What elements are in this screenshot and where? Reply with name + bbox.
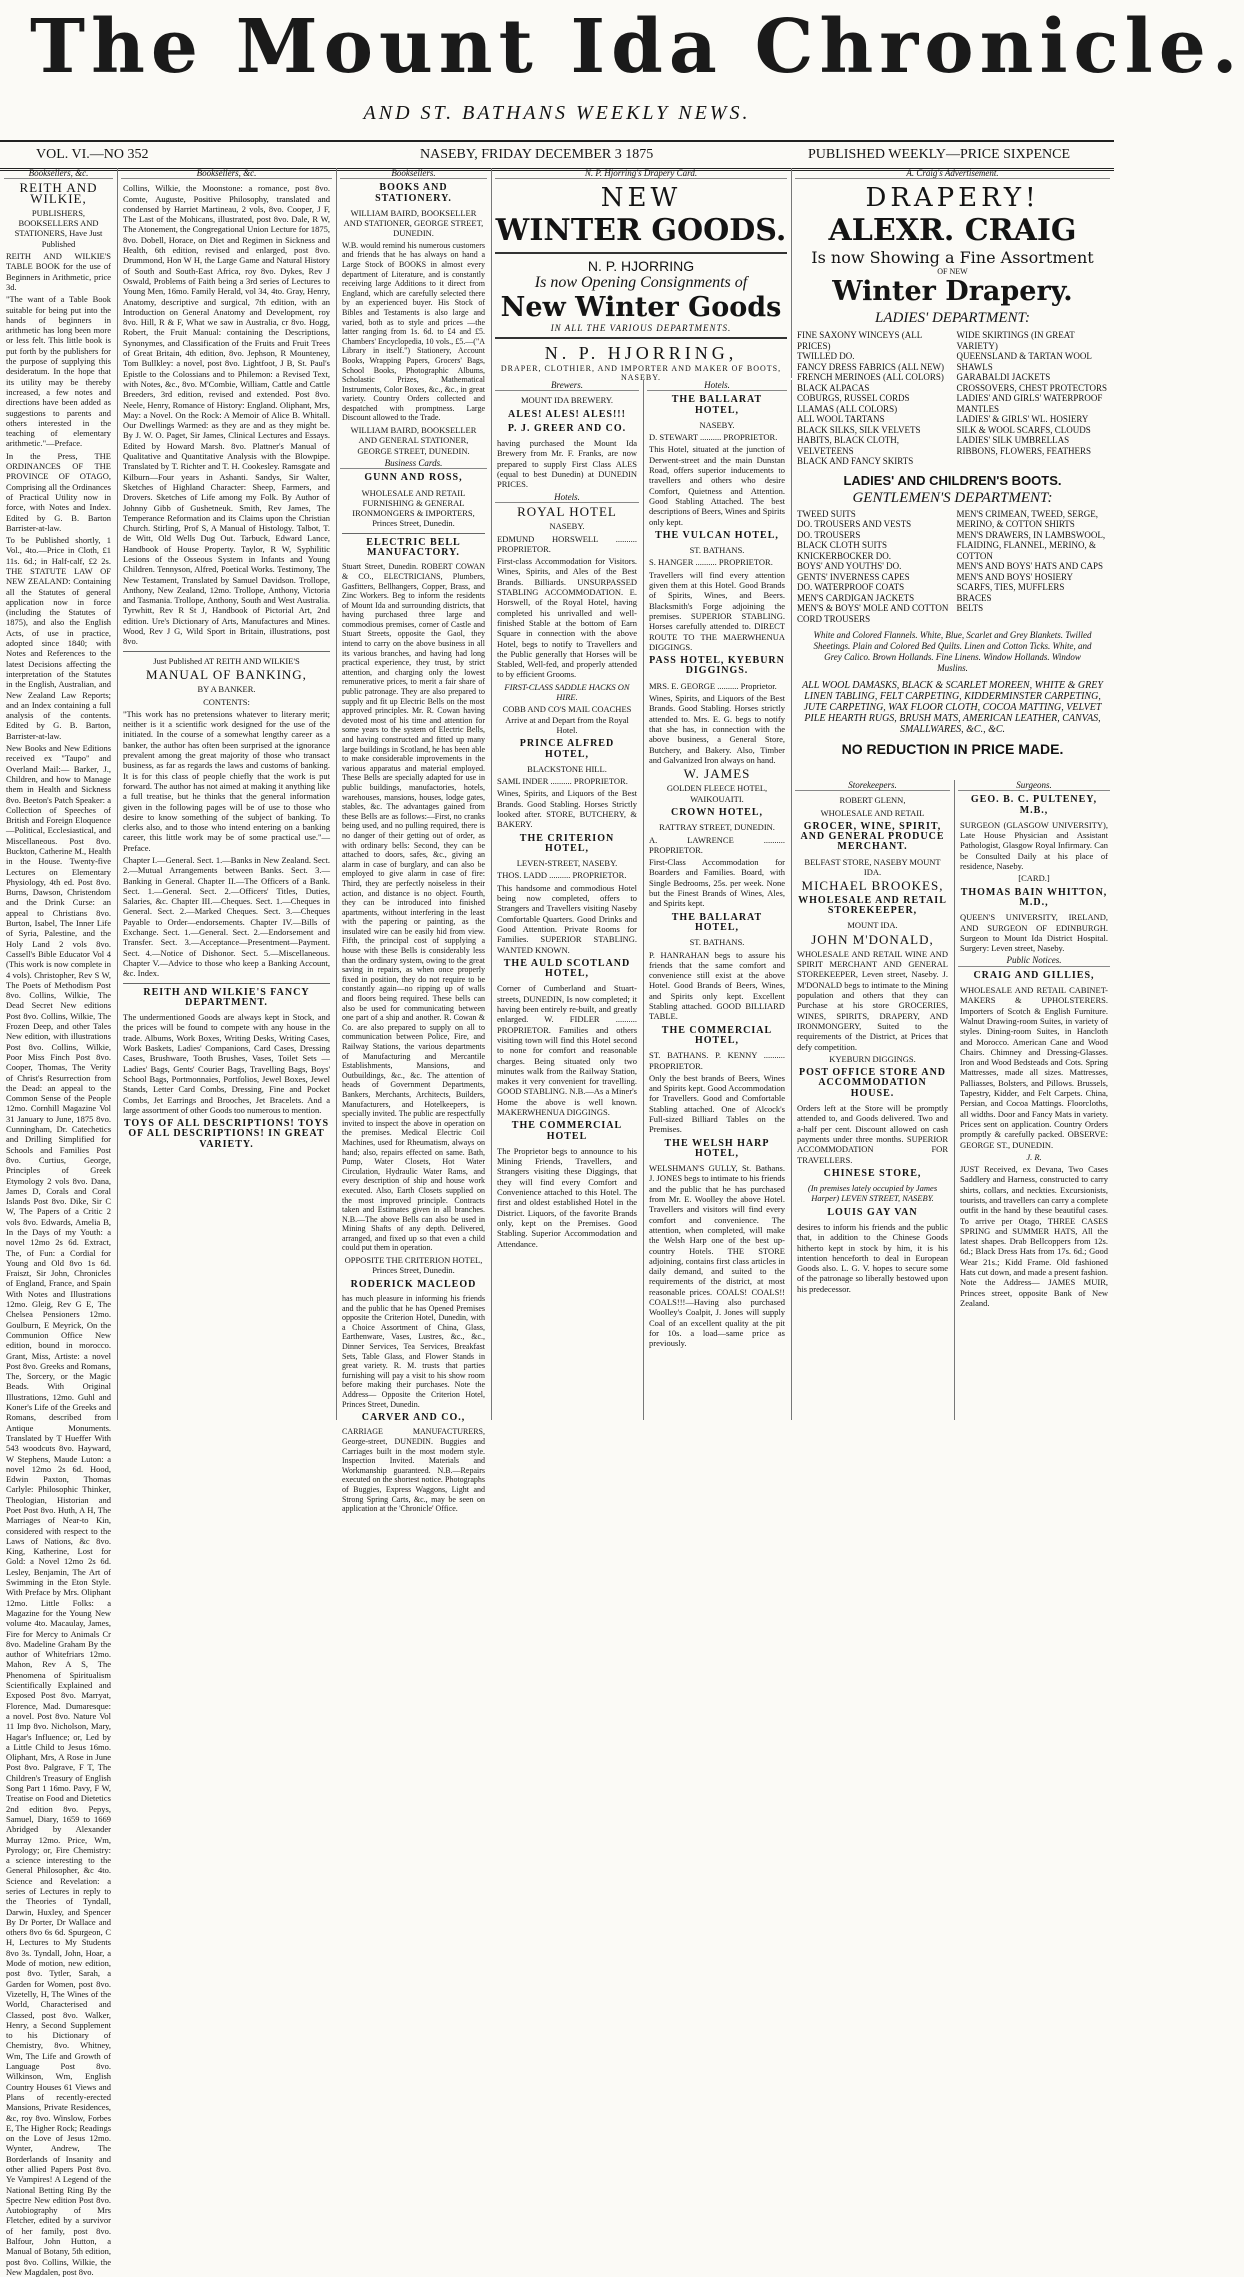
hotel-location: ST. BATHANS. (689, 937, 745, 948)
advert-paragraph: has much pleasure in informing his friends and the public that he has Opened Premises opposite the Criterion Hotel, Dunedin, with a Choice Assortment of China, Glass, Earthenware, Vases, Lustres, &c., &c., Dinner Services, Tea Services, Breakfast Sets, Table Glass, and Flower Stands in great variety. R. M. trusts that parties furnishing will pay a visit to his show room before making their purchases. Note the Address— Opposite the Criterion Hotel, Princes Street, Dunedin. (342, 1293, 485, 1409)
store-location: BELFAST STORE, NASEBY MOUNT IDA. (804, 856, 941, 878)
list-item: LADIES' AND GIRLS' WATERPROOF MANTLES (956, 393, 1103, 414)
hotel-name: THE COMMERCIAL HOTEL, (661, 1024, 773, 1046)
column-header: Public Notices. (958, 955, 1110, 966)
ladies-list-left (797, 330, 949, 467)
gents-list (791, 509, 1114, 625)
advert-header: A. Craig's Advertisement. (795, 168, 1110, 179)
banking-title: MANUAL OF BANKING, (146, 666, 307, 682)
column-booksellers-1 (0, 168, 118, 2277)
proprietor-line: D. STEWART .......... PROPRIETOR. (649, 432, 778, 443)
newspaper-subtitle: AND ST. BATHANS WEEKLY NEWS. (363, 102, 751, 124)
advert-header: N. P. Hjorring's Drapery Card. (495, 168, 787, 179)
list-item: SILK & WOOL SCARFS, CLOUDS (956, 424, 1091, 435)
initials: J. R. (1026, 1151, 1042, 1162)
list-item: MEN'S CARDIGAN JACKETS (797, 592, 915, 603)
store-owner: ROBERT GLENN, (839, 795, 906, 806)
craig-advert (791, 168, 1114, 778)
list-item: FANCY DRESS FABRICS (ALL NEW) (797, 361, 945, 372)
advert-paragraph: WHOLESALE AND RETAIL WINE AND SPIRIT MERCHANT AND GENERAL STOREKEEPER, Leven street, Naseby. J. M'DONALD begs to intimate to the Mining population and others that they can Purchase at his store GROCERIES, WINES, SPIRITS, DRAPERY, AND IRONMONGERY, Suited to the requirements of the District, at Prices that defy competition. (797, 948, 948, 1052)
list-item: SCARFS, TIES, MUFFLERS (956, 582, 1065, 592)
hjorring-advert (491, 168, 792, 382)
column-header: Booksellers, &c. (4, 168, 113, 179)
hjorring-trades: DRAPER, CLOTHIER, AND IMPORTER AND MAKER OF BOOTS, NASEBY. (500, 364, 782, 382)
of-new-line: OF NEW (937, 267, 968, 276)
hotel-location: LEVEN-STREET, NASEBY. (516, 858, 618, 869)
list-item: BLACK ALPACAS (797, 382, 870, 393)
hotel-location: RATTRAY STREET, DUNEDIN. (659, 822, 775, 833)
store-title: POST OFFICE STORE AND ACCOMMODATION HOUSE. (798, 1067, 947, 1099)
hotel-name: PASS HOTEL, KYEBURN DIGGINGS. (649, 655, 785, 677)
store-title: GROCER, WINE, SPIRIT, AND GENERAL PRODUCE MERCHANT. (800, 820, 945, 853)
hotel-name: CROWN HOTEL, (670, 806, 763, 818)
advert-paragraph: Wines, Spirits, and Liquors of the Best Brands. Good Stabling. Horses strictly attended to. Mrs. E. G. begs to notify that she has, in connection with the above business, a General Store, Butchery, and Bakery. Also, Timber and Galvanized Iron always on hand. (649, 693, 785, 765)
column-header: Surgeons. (958, 780, 1110, 791)
advert-paragraph: "This work has no pretensions whatever to literary merit; neither is it a scientific work designed for the use of the initiated. In the course of a somewhat lengthy career as a banker, the author has often been surprised at the ignorance prevalent among the great majority of those who transact business, as far as regards the laws and customs of banking. It is for this class of people chiefly that the work is put forward. The author has not aimed at making it anything like a full treatise, but he thinks that the general information given in the following pages will be of use to those who desire to know something of the subject of banking. To clerks also, and to those who intend entering on a banking career, this little work may be of some practical use."—Preface. (123, 708, 330, 853)
column-hotels-1 (491, 380, 644, 1420)
advert-paragraph: First-class Accommodation for Visitors. Wines, Spirits, and Ales of the Best Brands. Billiards. UNSURPASSED STABLING ACCOMMODATION. E. Horswell, of the Royal Hotel, having completed his unrivalled and well-finished Stable at the bottom of Earn Square in connection with the above Hotel, begs to notify to Travellers and the Public generally that Horses will be Stabled, Well-fed, and properly attended to by efficient Grooms. (497, 556, 637, 680)
list-item: LADIES' & GIRLS' WL. HOSIERY (956, 414, 1089, 424)
brewery-name: MOUNT IDA BREWERY. (520, 395, 613, 406)
contents-list: Chapter I.—General. Sect. 1.—Banks in New Zealand. Sect. 2.—Mutual Arrangements between Banks. Sect. 3.—Banking in General. Chapter II.—The Officers of a Bank. Sect. 1.—General. Sect. 2.—Officers' Titles, Duties, Salaries, &c. Chapter III.—Cheques. Sect. 1.—Cheques in General. Sect. 2.—Marked Cheques. Sect. 3.—Cheques Payable to Order—endorsements. Chapter IV.—Bills of Exchange. Sect. 1.—General. Sect. 2.—Endorsement and Transfer. Sect. 3.—Acceptance—Presentment—Payment. Sect. 4.—Notice of Dishonor. Sect. 5.—Miscellaneous. Chapter V.—Advice to those who keep a Banking Account, &c. Index. (123, 855, 330, 979)
hotel-name: W. JAMES (683, 766, 751, 782)
card-label: [CARD.] (1018, 873, 1050, 884)
list-item: LADIES' SILK UMBRELLAS (956, 435, 1070, 445)
just-published: Just Published AT REITH AND WILKIE'S (153, 655, 300, 666)
book-list: New Books and New Editions received ex "Taupo" and Overland Mail:— Barker, J., Children, and how to Manage them in Health and Sickness 8vo. Beeton's Patch Speaker: a Collection of Speeches of British and Foreign Eloquence—Political, Ecclesiastical, and Miscellaneous. Post 8vo. Buckton, Catherine M., Health in the House. Twenty-five Lectures on Elementary Physiology, 4th ed. Post 8vo. Burns, Dawson, Christendom and the Drink Curse: an appeal to Christians 8vo. Burton, Isabel, The Inner Life of Syria, Palestine, and the Holy Land 2 vols 8vo. Cassell's Bible Educator Vol 4 (This work is now complete in 4 vols). Christopher, Rev S W, The Poets of Methodism Post 8vo. Collins, Wilkie, The Dead Secret New editions Post 8vo. Collins, Wilkie, The Frozen Deep, and other Tales New edition, with illustrations Post 8vo. Collins, Wilkie, Poor Miss Finch Post 8vo. Cooper, Thomas, The Verity of Christ's Resurrection from the Dead: an appeal to the Common Sense of the People 12mo. Cornhill Magazine Vol 31 January to June, 1875 8vo. Cunningham, Dr. Catechetics and Drilling Simplified for Schools and Families Post 8vo. Curtius, George, Principles of Greek Etymology 2 vols 8vo. Dana, James D, Corals and Coral Islands Post 8vo. Dike, Sir C W, The Papers of a Critic 2 vols 8vo. Edwards, Amelia B, In the Days of my Youth: a novel 12mo 2s 6d. Extract, The, of Fun: a Cordial for Young and Old 8vo 1s 6d. Fraiszt, Sir John, Chronicles of England, France, and Spain With Notes and Illustrations 12mo. Gleig, Rev G E, The Chelsea Pensioners 12mo. Goulburn, E Meyrick, On the Communion Office New edition, bound in morocco. Grant, Miss, Artiste: a novel Post 8vo. Greeks and Romans, The, Sorcery, or the Magic Beads. With Original Illustrations, 12mo. Guhl and Koner's Life of the Greeks and Romans, described from Antique Monuments. Translated by T Hueffer With 543 woodcuts 8vo. Hayward, W Stephens, Maude Luton: a novel 12mo 2s 6d. Hood, Edwin Paxton, Thomas Carlyle: Philosophic Thinker, Theologian, Historian and Poet Post 8vo. Huth, A H, The Marriages of Near-to Kin, considered with respect to the Laws of Nations, &c 8vo. King, Katherine, Lost for Gold: a Novel 12mo 2s 6d. Lesley, Benjamin, The Art of Swimming in the Eton Style. With Preface by Mrs. Oliphant 12mo. Little Folks: a Magazine for the Young New volume 4to. Macaulay, James, Fire for Mercy to Animals Cr 8vo. Madeline Graham By the author of Whitefriars 12mo. Mahon, Rev A S, The Phenomena of Spiritualism Scientifically Explained and Exposed Post 8vo. Marryat, Florence, Mad. Dumaresque: a novel. Post 8vo. Nature Vol 11 Imp 8vo. Nicholson, Mary, Hagar's Influence; or, Led by a Little Child to Jesus 16mo. Oliphant, Mrs, A Rose in June Post 8vo. Palgrave, F T, The Children's Treasury of English Song Part 1 16mo. Pavy, F W, Treatise on Food and Dietetics 2nd edition 8vo. Pepys, Samuel, Diary, 1659 to 1669 Abridged by Alexander Murray 12mo. Price, Wm, Pyrology; or, Fire Chemistry: a science interesting to the General Philosopher, &c 4to. Science and Revelation: a series of Lectures in reply to the Theories of Tyndall, Darwin, Huxley, and Spencer By Dr Porter, Dr Wallace and others 8vo 6s 6d. Spurgeon, C H, Lectures to My Students 8vo 3s. Tyndall, John, Hoar, a Mode of motion, new edition, post 8vo. Tytler, Sarah, a Garden for Women, post 8vo. Vizetelly, H, The Wines of the World, Characterised and Classed, post 8vo. Walker, Henry, a Second Supplement to his Dictionary of Chemistry, 8vo. Whitney, Wm, The Life and Growth of Language Post 8vo. Wilkinson, Wm, English Country Houses 61 Views and Plans of recently-erected Mansions, Private Residences, &c, roy 8vo. Winslow, Forbes E, The Higher Rock; Readings on the Love of Jesus 12mo. Wynter, Andrew, The Borderlands of Insanity and other allied Papers Post 8vo. Ye Vampires! A Legend of the National Betting Ring By the Spectre New edition Post 8vo. Autobiography of Mrs Fletcher, edited by a survivor of her family, post 8vo. Balfour, John Hutton, a Manual of Botany, 5th edition, post 8vo. Collins, Wilkie, the New Magdalen, post 8vo. (6, 743, 111, 2277)
ladies-list-right (957, 330, 1109, 467)
list-item: BOYS' AND YOUTHS' DO. (797, 561, 902, 571)
drapery-heading: DRAPERY! (865, 183, 1040, 213)
newspaper-title: The Mount Ida Chronicle. (30, 4, 1244, 90)
flannels-list: White and Colored Flannels. White, Blue, Scarlet and Grey Blankets. Twilled Sheetings. Plain and Colored Bed Quilts. Linen and Cotton Ticks. White, and Grey Calico. Brown Hollands. Fine Linens. Window Hollands. Window Muslins. (813, 630, 1092, 673)
volume-number: VOL. VI.—NO 352 (36, 147, 149, 162)
store-owner: MICHAEL BROOKES, (801, 878, 944, 894)
list-item: BLACK SILKS, SILK VELVETS (797, 424, 921, 435)
store-type: WHOLESALE AND RETAIL (820, 807, 925, 818)
advert-paragraph: QUEEN'S UNIVERSITY, IRELAND, AND SURGEON OF EDINBURGH. Surgeon to Mount Ida District Hospital. Surgery: Leven street, Naseby. (960, 912, 1108, 954)
ales-heading: ALES! ALES! ALES!!! (508, 408, 626, 420)
surgeon-name: THOMAS BAIN WHITTON, M.D., (960, 886, 1108, 908)
firm-name: REITH AND WILKIE, (19, 180, 98, 206)
column-booksellers-3 (336, 168, 492, 1514)
column-surgeons (954, 780, 1114, 1420)
list-item: ALL WOOL TARTANS (797, 414, 885, 424)
banking-author: BY A BANKER. (197, 684, 256, 695)
advert-title: P. J. GREER AND CO. (507, 422, 627, 434)
winter-goods-heading: WINTER GOODS. (495, 213, 787, 248)
list-item: CROSSOVERS, CHEST PROTECTORS (956, 382, 1107, 393)
list-item: TWEED SUITS (797, 508, 856, 519)
winter-drapery-heading: Winter Drapery. (832, 276, 1073, 307)
list-item: QUEENSLAND & TARTAN WOOL SHAWLS (956, 351, 1092, 372)
list-item: GENTS' INVERNESS CAPES (797, 571, 910, 582)
damasks-list: ALL WOOL DAMASKS, BLACK & SCARLET MOREEN, WHITE & GREY LINEN TABLING, FELT CARPETING, KIDDERMINSTER CARPETING, JUTE CARPETING, WAX FLOOR CLOTH, COCOA MATTING, VELVET PILE HEARTH RUGS, BRUSH MATS, AMERICAN LEATHER, CANVAS, SMALLWARES, &C., &C. (802, 680, 1103, 735)
store-location: KYEBURN DIGGINGS. (829, 1053, 916, 1064)
advert-paragraph: WELSHMAN'S GULLY, St. Bathans. J. JONES begs to intimate to his friends and the public that he has purchased from Mr. E. Woolley the above Hotel. Travellers and visitors will find every comfort and convenience. The attention, when completed, will make the Welsh Harp one of the best up-country Hotels. THE STORE adjoining, contains first class articles in daily demand, and suited to the requirements of the district, at most reasonable prices. COALS! COALS!! COALS!!!—Having also purchased Woolley's Coalpit, J. Jones will supply Coal of an excellent quality at the pit for 10s. a load—same price as previously. (649, 1163, 785, 1349)
coach-notice: COBB AND CO'S MAIL COACHES Arrive at and Depart from the Royal Hotel. (502, 704, 632, 735)
advert-paragraph: P. HANRAHAN begs to assure his friends that the same comfort and convenience still exist at the above Hotel. Good Brands of Beers, Wines, and Spirits only kept. Excellent Stabling attached. GOOD BILLIARD TABLE. (649, 949, 785, 1022)
list-item: MEN'S AND BOYS' HOSIERY (956, 571, 1074, 582)
masthead (0, 0, 1244, 140)
hotel-location: GOLDEN FLEECE HOTEL, WAIKOUAITI. (666, 783, 768, 804)
departments-line: IN ALL THE VARIOUS DEPARTMENTS. (550, 323, 732, 333)
hotel-name: THE COMMERCIAL HOTEL (511, 1120, 623, 1142)
ladies-department-heading: LADIES' DEPARTMENT: (874, 310, 1031, 326)
divider (495, 252, 787, 254)
advert-title: BOOKS AND STATIONERY. (375, 182, 452, 204)
advert-paragraph: REITH AND WILKIE'S TABLE BOOK for the use of Beginners in Arithmetic, price 3d. (6, 251, 111, 292)
advert-paragraph: Corner of Cumberland and Stuart-streets, DUNEDIN, Is now completed; it having been entirely re-built, and greatly enlarged. W. FIDLER .......... PROPRIETOR. Families and others visiting town will find this Hotel second to none for comfort and reasonable charges. Being situated only two minutes walk from the Railway Station, makes it very convenient for travelling. GOOD STABLING. N.B.—As a Miner's Home the above is well known. MAKERWHENUA DIGGINGS. (497, 983, 637, 1117)
advert-paragraph: In the Press, THE ORDINANCES OF THE PROVINCE OF OTAGO, Comprising all the Ordinances of Practical Utility now in force, with Notes and Index. Edited by G. B. Barton Barrister-at-law. (6, 450, 111, 533)
list-item: DO. TROUSERS AND VESTS (797, 519, 912, 529)
list-item: BRACES (956, 592, 992, 603)
book-list: Collins, Wilkie, the Moonstone: a romance, post 8vo. Comte, Auguste, Positive Philosophy, translated and condensed by Harriet Martineau, 2 vols, 8vo. Cooper, J F, The Last of the Mohicans, illustrated, post 8vo. Dale, R W, The Atonement, the Congregational Union Lecture for 1875, 8vo. Dobell, Horace, on Diet and Regimen in Sickness and Health, 6th edition, revised and enlarged, post 8vo. Drummond, Hon W H, the Large Game and Natural History of South and South-East Africa, roy 8vo. Dykes, Rev J Oswald, Problems of Faith being a 3rd series of Lectures to Young Men, 16mo. Family Herald, vol 34, 4to. Gray, Henry, Anatomy, descriptive and surgical, 7th edition, with an Introduction on General Anatomy and Development, roy 8vo. Hill, R & F, What we saw in Australia, cr 8vo. Hogg, Robert, the Fruit Manual: containing the Descriptions, Synonymes, and Classification of the Fruits and Fruit Trees of Great Britain, 4th edition, 8vo. Jephson, R Mounteney, Tom Bullkley: a novel, post 8vo. Lightfoot, J B, St. Paul's Epistle to the Colossians and to Philemon: a Revised Text, with Notes, &c., 8vo. M'Combie, William, Cattle and Cattle Breeders, 3rd edition, revised and extended. Post 8vo. Neele, Henry, Romance of History: England. Oliphant, Mrs, May: a Novel. On the Rock: A Memoir of Alice B. Whitall. Our Dwellings Warmed: as they are and as they might be. By J. W. O. Paget, Sir James, Clinical Lectures and Essays. Edited by Howard Marsh. 8vo. Plattner's Manual of Qualitative and Quantitative Analysis with the Blowpipe. Translated by T. Richter and T. H. Cookesley. Ramsgate and Kilburn—Four years in Ashanti. Sandys, Sir Walter, Sketches of Highland Character: Sheep, Farmers, and Drovers. Sketches of Life among my Folk. By Author of Johnny Gibb of Gushetneuk. Smith, Rev James, The Temperance Reformation and its Claims upon the Christian Church. Stirling, Prof S, A Manual of Histology. Talbot, T. de Witt, Old Wells Dug Out. Tarbuck, Edward Lance, Handbook of House Property. Taylor, R W, Syphilitic Lesions of the Osseous System in Infants and Young Children. Tennyson, Alfred, Poetical Works. Testimony, The New Testament, Translated by Samuel Davidson. Trollope, Anthony, New Zealand, 12mo. Trollope, Anthony, Victoria and Tasmania. Trollope, Anthony, South and West Australia. Tyrwhitt, Rev R St J, Handbook of Pictorial Art, 2nd edition. Ure's Dictionary of Arts, Manufactures and Mines. Wood, Rev J G, Wild Sport in Britain, illustrations, post 8vo. (123, 183, 330, 647)
hotel-location: NASEBY. (699, 419, 735, 430)
advert-paragraph: Orders left at the Store will be promptly attended to, and Goods delivered. Two and a-half per cent. Discount allowed on cash payments under three months. SUPERIOR ACCOMMODATION FOR TRAVELLERS. (797, 1103, 948, 1165)
advert-paragraph: JUST Received, ex Devana, Two Cases Saddlery and Harness, constructed to carry shirts, collars, and neckties. Excursionists, tourists, and travellers can carry a complete outfit in the hand by these beautiful cases. To arrive per Otago, THREE CASES SPRING and SUMMER HATS, All the latest shapes. Drab Bellcoppers from 12s. 6d.; Black Dress Hats from 17s. 6d.; Good Wear 21s.; Kidd Frame. Old fashioned Hats cut down, and made a present fashion. Note the Address— JAMES MUIR, Princes street, opposite Bank of New Zealand. (960, 1164, 1108, 1308)
firm-name: CRAIG AND GILLIES, (973, 969, 1095, 981)
advert-paragraph: Stuart Street, Dunedin. ROBERT COWAN & CO., ELECTRICIANS, Plumbers, Gasfitters, Bellhangers, Copper, Brass, and Zinc Workers. Beg to inform the residents of Mount Ida and surrounding districts, that having purchased three large and commodious premises, corner of Castle and Stuart Streets, opposite the Gaol, they intend to carry on the above business in all its various branches, and having had long practical experience, they trust, by strict attention, and charging only the lowest remunerative prices, to merit a fair share of public patronage. They are also prepared to supply and fit up Electric Bells on the most approved principles. Mr. R. Cowan having devoted most of his time and attention for some years to the system of Electric Bells, and having constructed and fitted up many large buildings in Scotland, he has been able to make considerable improvements in the various apparatus and material employed. These Bells are specially adapted for use in public buildings, manufactories, hotels, warehouses, mansions, houses, lodge gates, stables, &c. The advantages gained from these Bells are as follows:—First, no cranks being used, and no pulling required, there is no danger of their getting out of order, as with ordinary bells: Second, they can be attached to doors, safes, &c., giving an alarm in case of burglary, and can also be employed to give alarm in case of fire: Third, they are perfectly noiseless in their action, and distance is no object. Fourth, they can be introduced into finished apartments, without interfering in the least with the papering or painting, as the insulated wire can be easily hid from view. Fifth, the principal cost of supplying a house with these Bells is considerably less than the ordinary system, owing to the great saving in repairs, as when once properly fixed in position, they do not require to be constantly again—no ripping up of walls and floors being required. These bells can also be used for communicating between one part of a ship and another. R. Cowan & Co. are also prepared to supply on all to communication between Police, Fire, and Railway Stations, the various departments of Manufacturing and Mercantile Establishments, Mansions, and Outbuildings, &c., &c. The attention of heads of Government Departments, Bankers, Merchants, Architects, Builders, Manufacturers, and Hotelkeepers, is specially invited. The public are respectfully invited to inspect the above in operation on the premises. Medical Electric Coil Machines, used for Rheumatism, always on hand; also, repairs effected on same. Bath, Pump, Water Closets, Hot Water Circulation, Hydraulic Water Rams, and every description of ship and house work executed. Also, Earth Closets supplied on the most improved principle. Contracts taken and Estimates given in all branches. N.B.—The above Bells can also be used in Mining Shafts of any depth. Delivered, arranged, and fixed up so that even a child could put them in operation. (342, 562, 485, 1253)
list-item: COBURGS, RUSSEL CORDS (797, 393, 910, 403)
list-item: DO. WATERPROOF COATS (797, 582, 905, 592)
firm-name: WILLIAM BAIRD, BOOKSELLER AND STATIONER, GEORGE STREET, DUNEDIN. (343, 207, 484, 239)
list-item: LLAMAS (ALL COLORS) (797, 403, 898, 414)
store-owner: JOHN M'DONALD, (811, 931, 934, 947)
column-header: Brewers. (495, 380, 639, 391)
advert-title: CARVER AND CO., (361, 1412, 466, 1424)
hotel-location: NASEBY. (549, 521, 585, 532)
advert-title: RODERICK MACLEOD (350, 1278, 477, 1290)
column-header: Storekeepers. (795, 780, 950, 791)
contents-label: CONTENTS: (203, 696, 250, 707)
proprietor-line: S. HANGER .......... PROPRIETOR. (649, 557, 773, 568)
list-item: WIDE SKIRTINGS (IN GREAT VARIETY) (956, 330, 1075, 351)
advert-paragraph: Only the best brands of Beers, Wines and Spirits kept. Good Accommodation for Travellers. Good and Comfortable Stabling attached. One of Alcock's Full-sized Billiard Tables on the Premises. (649, 1072, 785, 1135)
gents-list-left (797, 509, 949, 625)
divider (123, 983, 330, 984)
advert-paragraph: "The want of a Table Book suitable for being put into the hands of beginners in arithmetic has long been more or less felt. This little book is put forth by the publishers for the purpose of supplying this desideratum. In the hope that its utility may be thereby increased, a few notes and directions have been added as suggestions to parents and others interested in the teaching of elementary arithmetic."—Preface. (6, 294, 111, 449)
column-storekeepers (791, 780, 955, 1420)
gents-list-right (957, 509, 1109, 625)
issue-date: NASEBY, FRIDAY DECEMBER 3 1875 (420, 147, 654, 162)
column-header: Booksellers, &c. (121, 168, 332, 179)
hotel-name: ROYAL HOTEL (517, 503, 617, 519)
gents-department-heading: GENTLEMEN'S DEPARTMENT: (852, 489, 1053, 506)
column-header: Booksellers. (340, 168, 487, 179)
proprietor-line: A. LAWRENCE .......... PROPRIETOR. (649, 834, 785, 855)
list-item: FRENCH MERINOES (ALL COLORS) (797, 372, 944, 382)
advert-paragraph: First-Class Accommodation for Boarders and Families. Board, with Single Bedrooms, 25s. per week. None but the Finest Brands of Wines, Ales, and Spirits kept. (649, 857, 785, 909)
advert-paragraph: CARRIAGE MANUFACTURERS, George-street, DUNEDIN. Buggies and Carriages built in the most modern style. Inspection Invited. Materials and Workmanship guaranteed. N.B.—Repairs executed on the shortest notice. Photographs of Buggies, Express Waggons, Light and Strong Spring Carts, &c., may be seen on application at the 'Chronicle' Office. (342, 1427, 485, 1514)
boots-heading: LADIES' AND CHILDREN'S BOOTS. (843, 472, 1062, 488)
list-item: GARABALDI JACKETS (956, 372, 1051, 382)
advert-paragraph: To be Published shortly, 1 Vol., 4to.—Price in Cloth, £1 11s. 6d.; in Half-calf, £2 2s. THE STATUTE LAW OF NEW ZEALAND: Containing all the Statutes of general application now in force (including the Statutes of 1875), and also the English Acts, of use in practice, adopted since 1840; with Notes and References to the latest Decisions affecting the interpretation of the Statutes in the English, Australian, and New Zealand Law Reports; and an Index containing a full analysis of the contents. Edited by G. B. Barton, Barrister-at-law. (6, 535, 111, 741)
advert-paragraph: having purchased the Mount Ida Brewery from Mr. F. Franks, are now prepared to supply First Class ALES (equal to best Dunedin) at DUNEDIN PRICES. (497, 438, 637, 490)
store-type: WHOLESALE AND RETAIL STOREKEEPER, (798, 894, 947, 916)
list-item: MEN'S AND BOYS' HATS AND CAPS (956, 561, 1104, 571)
column-header: Hotels. (647, 380, 787, 391)
hjorring-name-large: N. P. HJORRING, (544, 343, 738, 363)
hotel-name: THE WELSH HARP HOTEL, (664, 1137, 770, 1159)
list-item: TWILLED DO. (797, 351, 855, 361)
advert-paragraph: This Hotel, situated at the junction of Derwent-street and the main Dunstan Road, offers superior inducements to travellers and others who desire Comfort, Quietness and Attention. Good Stabling Attached. The best descriptions of Beers, Wines and Spirits only kept. (649, 444, 785, 527)
firm-subtitle: WHOLESALE AND RETAIL FURNISHING & GENERAL IRONMONGERS & IMPORTERS, Princes Street, Dunedin. (352, 487, 475, 529)
list-item: BLACK AND FANCY SKIRTS (797, 456, 914, 466)
advert-paragraph: SURGEON (GLASGOW UNIVERSITY), Late House Physician and Assistant Pathologist, Glasgow Royal Infirmary. Can be Consulted Daily at his place of residence, Naseby. (960, 819, 1108, 872)
proprietor-line: MRS. E. GEORGE .......... Proprietor. (649, 680, 777, 691)
advert-paragraph: (In premises lately occupied by James Harper) LEVEN STREET, NASEBY. (807, 1183, 938, 1204)
hotel-name: PRINCE ALFRED HOTEL, (519, 738, 615, 760)
list-item: BLACK CLOTH SUITS (797, 540, 888, 550)
hotel-name: THE VULCAN HOTEL, (655, 529, 779, 541)
list-item: MEN'S CRIMEAN, TWEED, SERGE, MERINO, & COTTON SHIRTS (956, 508, 1098, 529)
advert-paragraph: Wines, Spirits, and Liquors of the Best Brands. Good Stabling. Horses Strictly looked after. STORE, BUTCHERY, & BAKERY. (497, 788, 637, 830)
hotel-name: THE AULD SCOTLAND HOTEL, (503, 957, 631, 980)
advert-paragraph: desires to inform his friends and the public that, in addition to the Chinese Goods hitherto kept in stock by him, it is his intention henceforth to deal in European Goods also. L. G. V. hopes to secure some of the patronage so liberally bestowed upon his predecessor. (797, 1221, 948, 1294)
saddle-hacks: FIRST-CLASS SADDLE HACKS ON HIRE. (504, 681, 630, 703)
proprietor-line: SAML INDER .......... PROPRIETOR. (497, 776, 628, 787)
opening-line: Is now Opening Consignments of (534, 274, 748, 291)
advert-paragraph: W.B. would remind his numerous customers and friends that he has always on hand a Large Stock of BOOKS in almost every department of Literature, and is constantly receiving large Additions to it direct from England, which are carefully selected there by an experienced buyer. His Stock of Bibles and Testaments is also large and varied, both as to style and prices —the latter ranging from 1s. 6d. to £4 and £5. Chambers' Encyclopedia, 10 vols., £5.—("A Library in itself.") Stationery, Account Books, Wrapping Papers, Grocers' Bags, School Books, Photographic Albums, Scholastic Prizes, Mathematical Instruments, Color Boxes, &c., &c., in great variety. Country Orders collected and despatched with promptness. Large Discount allowed to the Trade. (342, 240, 485, 423)
list-item: BELTS (956, 603, 984, 613)
toys-title: TOYS OF ALL DESCRIPTIONS! TOYS OF ALL DESCRIPTIONS! IN GREAT VARIETY. (123, 1118, 330, 1150)
showing-line: Is now Showing a Fine Assortment (811, 248, 1094, 267)
divider (495, 337, 787, 339)
store-owner: LOUIS GAY VAN (827, 1206, 918, 1218)
column-booksellers-2 (117, 168, 337, 1420)
new-heading: NEW (600, 183, 682, 213)
firm-name: WILLIAM BAIRD, BOOKSELLER AND GENERAL STATIONER, GEORGE STREET, DUNEDIN. (350, 425, 477, 456)
advert-paragraph: The Proprietor begs to announce to his Mining Friends, Travellers, and Strangers visiting these Diggings, that they will find every Comfort and Convenience attached to this Hotel. The first and oldest established Hotel in the District. Liquors, of the favorite Brands only, kept on the Premises. Good Stabling. Superior Accommodation and Attendance. (497, 1145, 637, 1249)
advert-paragraph: This handsome and commodious Hotel being now completed, offers to Strangers and Travellers visiting Naseby Comfortable Quarters. Good Drinks and Good Attention. Private Rooms for Families. SUPERIOR STABLING. WANTED KNOWN. (497, 882, 637, 955)
divider (342, 533, 485, 534)
column-header: Business Cards. (340, 458, 487, 469)
list-item: MEN'S DRAWERS, IN LAMBSWOOL, FLAIDING, FLANNEL, MERINO, & COTTON (956, 529, 1106, 561)
proprietor-line: THOS. LADD .......... PROPRIETOR. (497, 870, 627, 881)
dateline-bar (0, 140, 1114, 171)
list-item: RIBBONS, FLOWERS, FEATHERS (956, 445, 1092, 456)
list-item: DO. TROUSERS (797, 529, 861, 540)
hotel-location: BLACKSTONE HILL. (527, 763, 607, 774)
price-notice: PUBLISHED WEEKLY—PRICE SIXPENCE (808, 147, 1071, 162)
hotel-name: THE CRITERION HOTEL, (519, 832, 615, 854)
no-reduction-heading: NO REDUCTION IN PRICE MADE. (841, 741, 1064, 757)
hotel-name: THE BALLARAT HOTEL, (671, 394, 763, 416)
new-winter-goods-heading: New Winter Goods (500, 292, 782, 323)
column-hotels-2 (643, 380, 792, 1420)
craig-name: ALEXR. CRAIG (828, 213, 1077, 248)
store-title: CHINESE STORE, (823, 1167, 922, 1179)
proprietor-line: ST. BATHANS. P. KENNY .......... PROPRIETOR. (649, 1050, 785, 1071)
store-location: MOUNT IDA. (847, 920, 898, 931)
fancy-title: REITH AND WILKIE'S FANCY DEPARTMENT. (143, 986, 310, 1008)
list-item: HABITS, BLACK CLOTH, VELVETEENS (797, 435, 900, 456)
proprietor-line: EDMUND HORSWELL .......... PROPRIETOR. (497, 533, 637, 554)
list-item: FINE SAXONY WINCEYS (ALL PRICES) (797, 330, 922, 351)
address-line: OPPOSITE THE CRITERION HOTEL, Princes Street, Dunedin. (344, 1255, 483, 1276)
list-item: KNICKERBOCKER DO. (797, 550, 892, 561)
column-header: Hotels. (495, 492, 639, 503)
ladies-list (791, 330, 1114, 467)
surgeon-name: GEO. B. C. PULTENEY, M.B., (970, 794, 1098, 816)
firm-subtitle: PUBLISHERS, BOOKSELLERS AND STATIONERS, Have Just Published (14, 207, 103, 249)
advert-title: ELECTRIC BELL MANUFACTORY. (366, 536, 461, 559)
list-item: MEN'S & BOYS' MOLE AND COTTON CORD TROUSERS (797, 603, 949, 624)
hotel-location: ST. BATHANS. (689, 545, 745, 556)
hotel-name: THE BALLARAT HOTEL, (671, 911, 763, 933)
hjorring-name: N. P. HJORRING (587, 258, 695, 274)
advert-paragraph: The undermentioned Goods are always kept in Stock, and the prices will be found to compete with any house in the trade. Albums, Work Boxes, Writing Desks, Writing Cases, Work Baskets, Ladies' Companions, Card Cases, Dressing Cases, Brushware, Tooth Brushes, Vases, Toilet Sets — Ladies' Bags, Gents' Courier Bags, Travelling Bags, Boys' School Bags, Portmonnaies, Portfolios, Jewel Boxes, Jewel Stands, Letter Card Combs, Dressing, Fine and Pocket Combs, Jet Earrings and Brooches, Jet Bracelets. And a large assortment of other Goods too numerous to mention. (123, 1012, 330, 1115)
advert-paragraph: WHOLESALE AND RETAIL CABINET-MAKERS & UPHOLSTERERS. Importers of Scotch & English Furniture. Walnut Drawing-room Suites, in variety of styles. Dining-room Suites, in Hancloth and Morocco. American Cane and Wood Chairs. Chimney and Dressing-Glasses. Iron and Wood Bedsteads and Cots. Spring Mattresses, made all sizes. Mattresses, Palliasses, Bolsters, and Pillows. Brussels, Tapestry, Kidder, and Felt Carpets. China, Persian, and Cocoa Mattings. Floorcloths, all widths. Door and Fancy Mats in variety. Prices sent on application. Country Orders promptly & carefully packed. OBSERVE: GEORGE ST., DUNEDIN. (960, 985, 1108, 1150)
divider (123, 651, 330, 652)
advert-title: GUNN AND ROSS, (364, 472, 463, 484)
advert-paragraph: Travellers will find every attention given them at this Hotel. Good Brands of Spirits, Wines, and Beers. Blacksmith's Forge adjoining the premises. SUPERIOR STABLING. Horses carefully attended to. DIRECT ROUTE TO THE MAERWHENUA DIGGINGS. (649, 569, 785, 652)
